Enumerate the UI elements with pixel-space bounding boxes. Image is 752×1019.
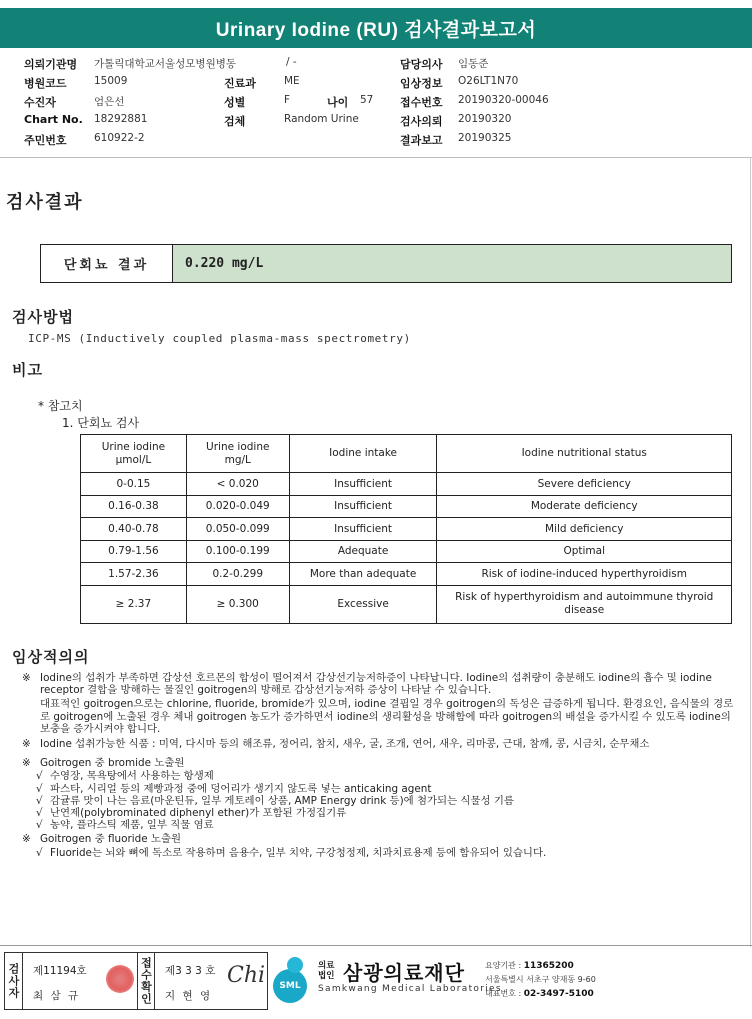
chart-no-value: 18292881 [94, 113, 148, 125]
doctor-value: 임동준 [458, 58, 489, 70]
clinical-paragraph [22, 738, 734, 750]
patient-value: 엄은선 [94, 96, 125, 108]
age-value: 57 [360, 94, 374, 106]
cell: Insufficient [289, 518, 437, 541]
reference-mark-icon: ※ [22, 672, 31, 684]
reg-number: 11365200 [523, 961, 574, 971]
col-header-mgl: Urine iodine mg/L [186, 435, 289, 473]
request-date-value: 20190320 [458, 113, 512, 125]
reference-mark-icon: ※ [22, 833, 31, 846]
clinical-info-value: O26LT1N70 [458, 75, 519, 87]
cell: ≥ 0.300 [186, 585, 289, 623]
check-icon: √ [36, 807, 43, 820]
sex-label: 성별 [224, 96, 246, 109]
check-icon: √ [36, 846, 43, 859]
table-row [81, 585, 732, 623]
cell: 0.050-0.099 [186, 518, 289, 541]
footer-divider [0, 945, 752, 946]
logo-corp-label: 의료 법인 [318, 961, 335, 981]
lab-logo [273, 955, 743, 1009]
result-value: 0.220 mg/L [173, 245, 731, 282]
check-icon: √ [36, 794, 43, 807]
approver-name: 지 현 영 [165, 990, 213, 1002]
cell: Insufficient [289, 495, 437, 518]
col-header-umol: Urine iodine μmol/L [81, 435, 187, 473]
cell: Risk of iodine-induced hyperthyroidism [437, 563, 732, 586]
check-icon: √ [36, 819, 43, 832]
cell: Insufficient [289, 473, 437, 496]
col-header-status: Iodine nutritional status [437, 435, 732, 473]
check-icon: √ [36, 782, 43, 795]
cell: Severe deficiency [437, 473, 732, 496]
table-row [81, 563, 732, 586]
clinical-paragraph [22, 672, 734, 735]
signature-box [4, 952, 268, 1010]
clinical-significance [22, 672, 734, 859]
specimen-label: 검체 [224, 115, 246, 128]
rrn-value: 610922-2 [94, 132, 145, 144]
org-name-en: Samkwang Medical Laboratories [318, 984, 502, 994]
signature-icon: Chi [227, 963, 266, 988]
clinical-text-1: Iodine의 섭취가 부족하면 갑상선 호르몬의 합성이 떨어져서 갑상선기능저하증이 나타납니다. Iodine의 섭취량이 충분해도 iodine의 흡수 및 iodine receptor 결합을 방해하는 물질인 goitrogen의 방해로 갑상선기능저하 증상이 나타날 수 있습니다. [40, 672, 712, 697]
org-phone: 02-3497-5100 [523, 989, 594, 999]
requester-label: 의뢰기관명 [24, 58, 78, 71]
report-title: Urinary Iodine (RU) 검사결과보고서 [0, 8, 752, 48]
remarks-heading: 비고 [12, 361, 43, 379]
cell: 0.2-0.299 [186, 563, 289, 586]
org-address: 서울특별시 서초구 양재동 9-60 [485, 975, 596, 984]
reference-title: * 참고치 [38, 399, 83, 413]
fluoride-title: Goitrogen 중 fluoride 노출원 [40, 833, 182, 846]
bromide-title: Goitrogen 중 bromide 노출원 [40, 757, 185, 770]
reference-table [80, 434, 732, 624]
dept-label: 진료과 [224, 77, 256, 90]
rrn-label: 주민번호 [24, 134, 67, 147]
method-heading: 검사방법 [12, 308, 74, 326]
header-info [24, 56, 724, 152]
cell: 0.100-0.199 [186, 540, 289, 563]
age-label: 나이 [327, 96, 349, 109]
cell: 0.40-0.78 [81, 518, 187, 541]
cell: Moderate deficiency [437, 495, 732, 518]
report-date-value: 20190325 [458, 132, 512, 144]
approver-label: 접수확인 [137, 953, 155, 1009]
cell: Mild deficiency [437, 518, 732, 541]
clinical-text-2: 대표적인 goitrogen으로는 chlorine, fluoride, bromide가 있으며, iodine 결핍일 경우 goitrogen의 독성은 급증하게 됩니다. 환경요인, 음식물의 경로로 goitrogen에 노출된 경우 체내 goitrogen 농도가 증가하면서 iodine의 생리활성을 방해함에 따라 goitrogen의 배설을 증가시킬 수 있도록 iodine의 보충을 증가시켜야 합니다. [40, 698, 734, 735]
results-heading: 검사결과 [6, 192, 84, 213]
cell: Excessive [289, 585, 437, 623]
hospital-code-label: 병원코드 [24, 77, 67, 90]
doctor-label: 담당의사 [400, 58, 443, 71]
list-item: √ 농약, 플라스틱 제품, 일부 직물 염료 [36, 819, 214, 832]
reference-mark-icon: ※ [22, 757, 31, 770]
table-row [81, 518, 732, 541]
list-item: √ 감귤류 맛이 나는 음료(마운틴듀, 일부 게토레이 상품, AMP Energy drink 등)에 첨가되는 식물성 기름 [36, 794, 514, 807]
receipt-value: 20190320-00046 [458, 94, 549, 106]
report-date-label: 결과보고 [400, 134, 443, 147]
cell: ≥ 2.37 [81, 585, 187, 623]
reference-subtitle: 1. 단회뇨 검사 [62, 416, 140, 430]
reference-header-row [81, 435, 732, 473]
sex-value: F [284, 94, 291, 106]
reference-mark-icon: ※ [22, 738, 31, 751]
cell: 0.16-0.38 [81, 495, 187, 518]
cell: 1.57-2.36 [81, 563, 187, 586]
table-row [81, 473, 732, 496]
list-item: √ 파스타, 시리얼 등의 제빵과정 중에 덩어리가 생기지 않도록 넣는 anticaking agent [36, 782, 432, 795]
bromide-section [22, 757, 734, 769]
inspector-label: 검사자 [5, 953, 23, 1009]
check-icon: √ [36, 770, 43, 783]
method-text: ICP-MS (Inductively coupled plasma-mass spectrometry) [28, 332, 411, 345]
specimen-value: Random Urine [284, 113, 359, 125]
cell: 0-0.15 [81, 473, 187, 496]
result-box [40, 244, 732, 283]
patient-label: 수진자 [24, 96, 56, 109]
cell: 0.020-0.049 [186, 495, 289, 518]
result-label: 단회뇨 결과 [41, 245, 173, 282]
requester-value: 가톨릭대학교서울성모병원병동 [94, 58, 237, 70]
request-date-label: 검사의뢰 [400, 115, 443, 128]
fluoride-section [22, 833, 734, 845]
receipt-label: 접수번호 [400, 96, 443, 109]
inspector-name: 최 삼 규 [33, 990, 81, 1002]
clinical-info-label: 임상정보 [400, 77, 443, 90]
sml-logo-icon: SML [273, 969, 307, 1003]
list-item: √ 난연제(polybrominated diphenyl ether)가 포함된 가정집기류 [36, 807, 347, 820]
col-header-intake: Iodine intake [289, 435, 437, 473]
list-item: √ 수영장, 목욕탕에서 사용하는 항생제 [36, 770, 214, 783]
org-name: 삼광의료재단 [343, 961, 465, 985]
cell: Adequate [289, 540, 437, 563]
seal-stamp-icon [106, 965, 134, 993]
org-contact: 요양기관 : 11365200 서울특별시 서초구 양재동 9-60 대표번호 : 02-3497-5100 [485, 961, 596, 999]
header-divider [0, 157, 752, 158]
requester-ward: / - [286, 56, 297, 68]
cell: Optimal [437, 540, 732, 563]
page-edge [750, 157, 751, 947]
approver-license: 제3 3 3 호 [165, 965, 216, 977]
iodine-foods-text: Iodine 섭취가능한 식품 : 미역, 다시마 등의 해조류, 정어리, 참치, 새우, 굴, 조개, 연어, 새우, 리마콩, 근대, 참깨, 콩, 시금치, 순무채소 [40, 738, 650, 751]
inspector-license: 제11194호 [33, 965, 87, 977]
table-row [81, 540, 732, 563]
cell: < 0.020 [186, 473, 289, 496]
list-item: √ Fluoride는 뇌와 뼈에 독소로 작용하며 음용수, 일부 치약, 구강청정제, 치과치료용제 등에 함유되어 있습니다. [36, 846, 547, 859]
hospital-code-value: 15009 [94, 75, 128, 87]
table-row [81, 495, 732, 518]
cell: 0.79-1.56 [81, 540, 187, 563]
cell: Risk of hyperthyroidism and autoimmune thyroid disease [437, 585, 732, 623]
chart-no-label: Chart No. [24, 113, 83, 126]
clinical-heading: 임상적의의 [12, 648, 90, 666]
cell: More than adequate [289, 563, 437, 586]
dept-value: ME [284, 75, 300, 87]
